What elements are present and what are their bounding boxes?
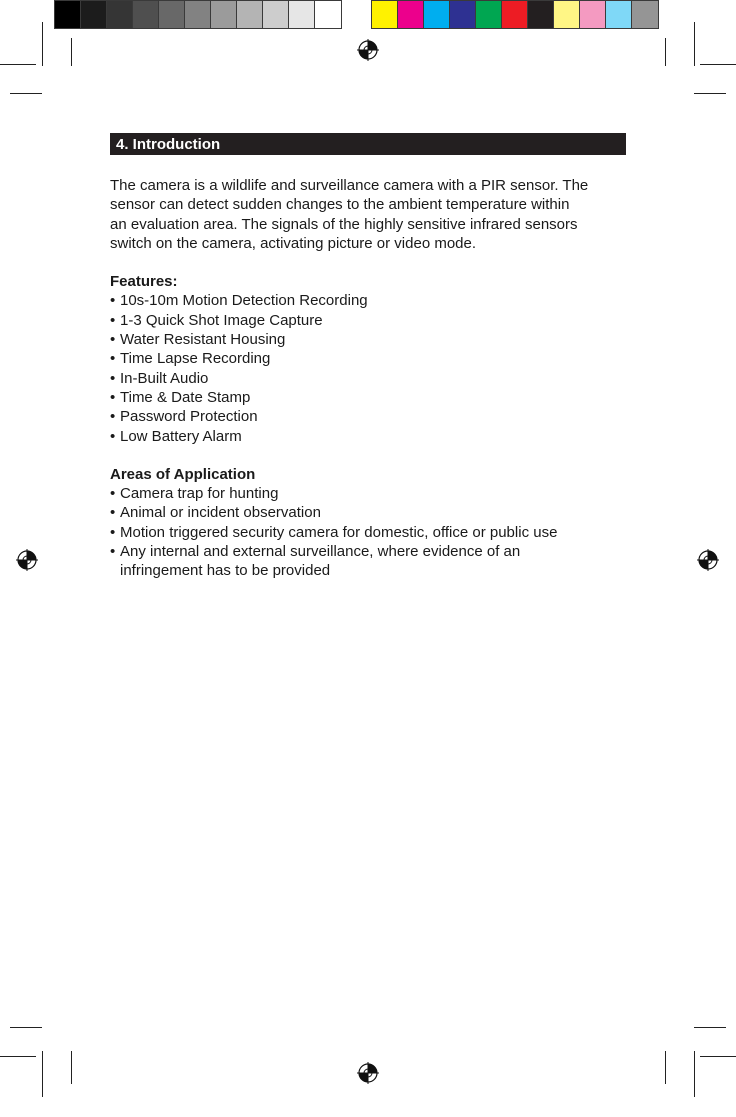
list-item: • Water Resistant Housing xyxy=(110,331,286,349)
color-swatch xyxy=(237,1,263,28)
list-item: • In-Built Audio xyxy=(110,369,209,387)
crop-mark xyxy=(694,1027,726,1028)
color-swatch xyxy=(133,1,159,28)
features-heading: Features: xyxy=(110,273,178,291)
crop-mark xyxy=(71,38,72,66)
color-swatch xyxy=(528,1,554,28)
crop-mark xyxy=(10,1027,42,1028)
crop-mark xyxy=(71,1051,72,1084)
crop-mark xyxy=(694,22,695,66)
crop-mark xyxy=(665,38,666,66)
section-title: 4. Introduction xyxy=(110,133,626,155)
registration-mark-icon xyxy=(697,549,719,571)
color-swatch xyxy=(107,1,133,28)
list-item: • Password Protection xyxy=(110,408,258,426)
color-swatch xyxy=(502,1,528,28)
intro-line: switch on the camera, activating picture or video mode. xyxy=(110,234,477,252)
color-swatch xyxy=(263,1,289,28)
intro-line: an evaluation area. The signals of the highly sensitive infrared sensors xyxy=(110,215,578,233)
cmyk-color-bar xyxy=(371,0,659,29)
applications-list xyxy=(110,484,626,580)
applications-heading: Areas of Application xyxy=(110,465,256,483)
crop-mark xyxy=(665,1051,666,1084)
color-swatch xyxy=(372,1,398,28)
crop-mark xyxy=(700,1056,736,1057)
crop-mark xyxy=(0,64,36,65)
list-item: • Motion triggered security camera for domestic, office or public use xyxy=(110,523,558,541)
list-item: • Animal or incident observation xyxy=(110,504,321,522)
list-item: • Time & Date Stamp xyxy=(110,388,251,406)
color-swatch xyxy=(398,1,424,28)
color-swatch xyxy=(185,1,211,28)
crop-mark xyxy=(700,64,736,65)
list-item: • 10s-10m Motion Detection Recording xyxy=(110,292,368,310)
crop-mark xyxy=(42,1051,43,1097)
color-swatch xyxy=(554,1,580,28)
registration-mark-icon xyxy=(16,549,38,571)
color-swatch xyxy=(159,1,185,28)
intro-line: sensor can detect sudden changes to the ambient temperature within xyxy=(110,196,570,214)
color-swatch xyxy=(580,1,606,28)
crop-mark xyxy=(694,93,726,94)
list-item: • Low Battery Alarm xyxy=(110,427,242,445)
registration-mark-icon xyxy=(357,39,379,61)
color-swatch xyxy=(606,1,632,28)
color-swatch xyxy=(81,1,107,28)
registration-mark-icon xyxy=(357,1062,379,1084)
color-swatch xyxy=(211,1,237,28)
intro-line: The camera is a wildlife and surveillance camera with a PIR sensor. The xyxy=(110,177,589,194)
color-swatch xyxy=(632,1,658,28)
color-swatch xyxy=(315,1,341,28)
list-item: • Time Lapse Recording xyxy=(110,350,271,368)
color-swatch xyxy=(450,1,476,28)
features-list xyxy=(110,291,626,445)
list-item: • Any internal and external surveillance, where evidence of an infringement has to be provided xyxy=(110,543,521,580)
crop-mark xyxy=(694,1051,695,1097)
color-swatch xyxy=(424,1,450,28)
intro-paragraph xyxy=(110,176,626,253)
crop-mark xyxy=(42,22,43,66)
color-swatch xyxy=(289,1,315,28)
crop-mark xyxy=(10,93,42,94)
list-item: • 1-3 Quick Shot Image Capture xyxy=(110,311,323,329)
color-swatch xyxy=(476,1,502,28)
crop-mark xyxy=(0,1056,36,1057)
color-swatch xyxy=(55,1,81,28)
list-item: • Camera trap for hunting xyxy=(110,485,279,503)
manual-page-content xyxy=(110,133,626,581)
grayscale-color-bar xyxy=(54,0,342,29)
